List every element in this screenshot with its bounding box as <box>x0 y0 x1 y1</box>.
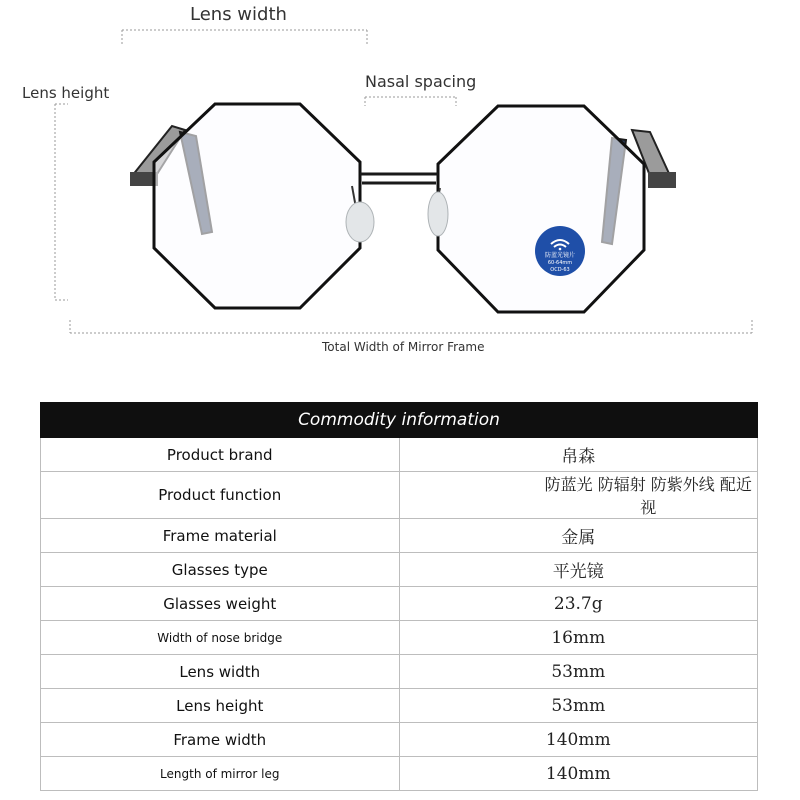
table-row <box>41 689 758 723</box>
row-value: 平光镜 <box>399 553 758 587</box>
right-lens <box>438 106 644 312</box>
blue-light-badge <box>535 226 585 276</box>
row-value: 53mm <box>399 689 758 723</box>
row-value: 16mm <box>399 621 758 655</box>
row-value: 23.7g <box>399 587 758 621</box>
row-key: Glasses weight <box>41 587 400 621</box>
row-key: Product brand <box>41 438 400 472</box>
row-key: Product function <box>41 472 400 519</box>
row-key: Width of nose bridge <box>41 621 400 655</box>
row-key: Lens width <box>41 655 400 689</box>
row-value: 140mm <box>399 723 758 757</box>
table-row <box>41 519 758 553</box>
glasses-diagram <box>0 0 800 380</box>
row-value: 金属 <box>399 519 758 553</box>
nose-bridge <box>360 174 438 183</box>
left-lens <box>154 104 360 308</box>
table-row <box>41 438 758 472</box>
row-value: 53mm <box>399 655 758 689</box>
lens-width-label: Lens width <box>190 4 287 25</box>
row-key: Lens height <box>41 689 400 723</box>
row-key: Glasses type <box>41 553 400 587</box>
table-row <box>41 587 758 621</box>
table-header-row <box>41 403 758 438</box>
glasses-illustration <box>0 0 800 380</box>
table-row <box>41 621 758 655</box>
table-row <box>41 655 758 689</box>
table-row <box>41 553 758 587</box>
lens-height-label: Lens height <box>22 84 110 102</box>
row-key: Frame width <box>41 723 400 757</box>
table-title: Commodity information <box>41 403 758 438</box>
badge-text-2: 60-64mm <box>547 260 573 266</box>
badge-text-3: OCD-63 <box>550 267 570 273</box>
nasal-spacing-label: Nasal spacing <box>365 72 477 91</box>
table-row <box>41 757 758 791</box>
badge-text-1: 防蓝光镜片 <box>544 252 576 259</box>
table-row <box>41 472 758 519</box>
table-row <box>41 723 758 757</box>
row-value: 140mm <box>399 757 758 791</box>
row-key: Length of mirror leg <box>41 757 400 791</box>
commodity-info-table <box>40 402 758 791</box>
total-width-label: Total Width of Mirror Frame <box>322 340 485 354</box>
row-value: 帛森 <box>399 438 758 472</box>
row-value: 防蓝光 防辐射 防紫外线 配近视 <box>399 472 758 519</box>
row-key: Frame material <box>41 519 400 553</box>
